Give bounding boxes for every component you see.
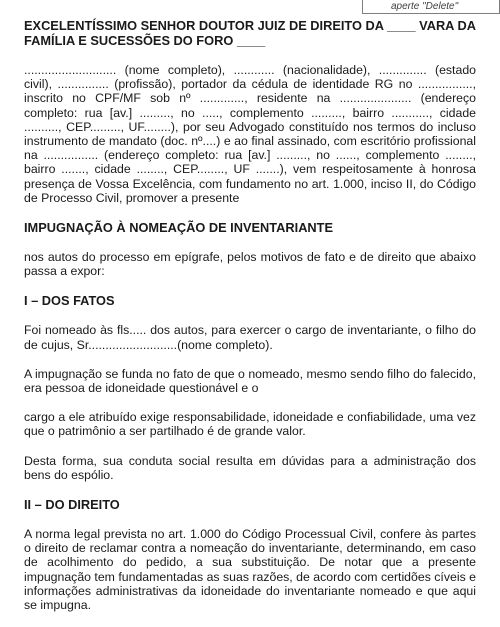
intro-paragraph: nos autos do processo em epígrafe, pelos motivos de fato e de direito que abaixo passa a expor:	[24, 250, 476, 279]
facts-paragraph-3: cargo a ele atribuído exige responsabilidade, idoneidade e confiabilidade, uma vez que o patrimônio a ser partilhado é de grande valor.	[24, 410, 476, 439]
law-paragraph-1: A norma legal prevista no art. 1.000 do Código Processual Civil, confere às partes o direito de reclamar contra a nomeação do inventariante, determinando, em caso de acolhimento do pedido, a sua substituição. De notar que a presente impugnação tem fundamentadas as suas razões, de acordo com certidões cíveis e informações administrativas da idoneidade do inventariante nomeado e que aqui se impugna.	[24, 527, 476, 613]
document-header: EXCELENTÍSSIMO SENHOR DOUTOR JUIZ DE DIREITO DA ____ VARA DA FAMÍLIA E SUCESSÕES DO FORO ____	[24, 18, 476, 48]
delete-hint-box	[362, 0, 500, 14]
section-facts-title: I – DOS FATOS	[24, 293, 115, 309]
facts-paragraph-2: A impugnação se funda no fato de que o nomeado, mesmo sendo filho do falecido, era pessoa de idoneidade questionável e o	[24, 366, 476, 396]
facts-paragraph-4: Desta forma, sua conduta social resulta em dúvidas para a administração dos bens do espólio.	[24, 453, 476, 482]
facts-paragraph-1: Foi nomeado às fls..... dos autos, para exercer o cargo de inventariante, o filho do de cujus, Sr..........................(nome completo).	[24, 323, 476, 352]
document-body	[24, 18, 476, 627]
qualification-paragraph: ........................... (nome completo), ............ (nacionalidade), .............. (estado civil), ............... (profissão), portador da cédula de identidade RG no ................, inscrito no CPF/MF sob nº ............., residente na ..................... (endereço completo: rua [av.] ........., no ....., complemento ........., bairro ..........., cidade .........., CEP........., UF........), por seu Advogado constituído nos termos do incluso instrumento de mandato (doc. nº....) e ao final assinado, com escritório profissional na ................ (endereço completo: rua [av.] ........., no ......, complemento ........, bairro ......., cidade ........, CEP........, UF .......), vem respeitosamente à honrosa presença de Vossa Excelência, com fundamento no art. 1.000, inciso II, do Código de Processo Civil, promover a presente	[24, 63, 476, 205]
delete-hint-text: aperte "Delete"	[391, 1, 459, 12]
action-title: IMPUGNAÇÃO À NOMEAÇÃO DE INVENTARIANTE	[24, 220, 334, 236]
section-law-title: II – DO DIREITO	[24, 497, 120, 513]
